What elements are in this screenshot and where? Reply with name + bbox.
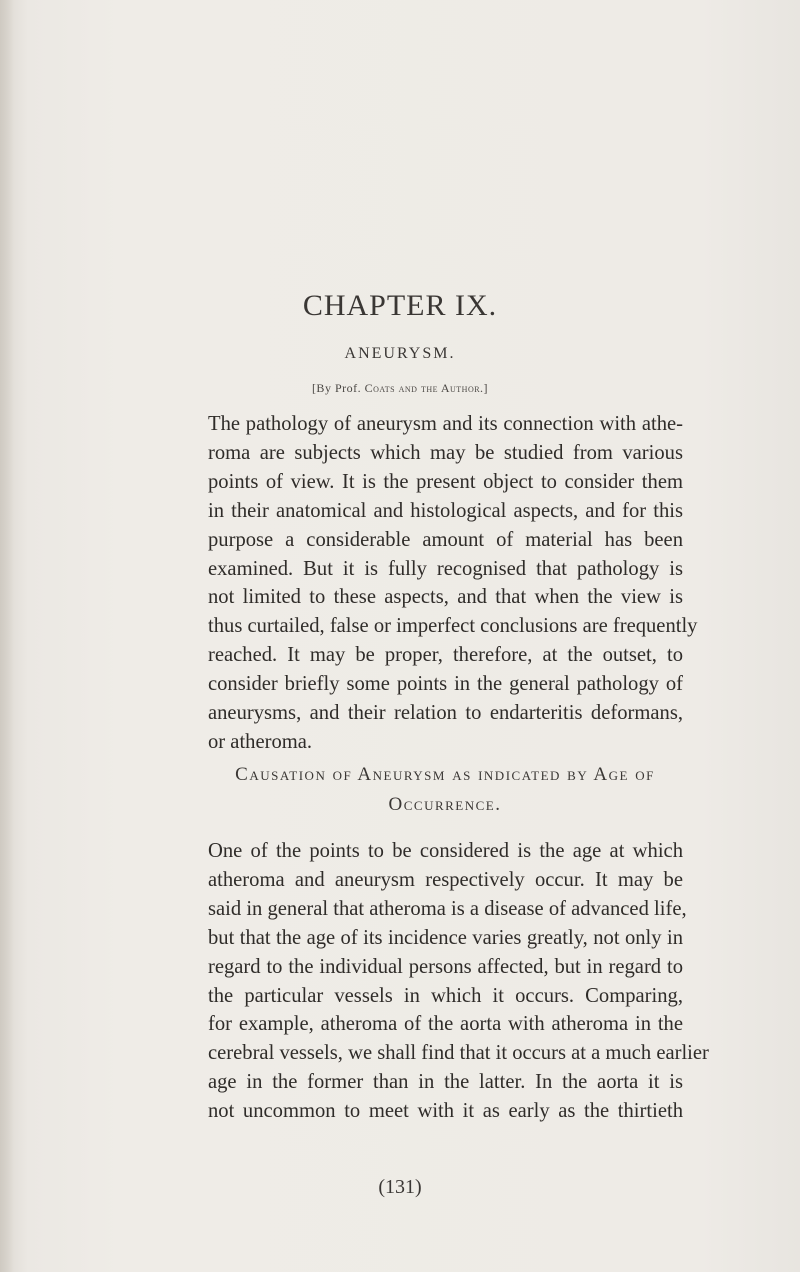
text-line: reached. It may be proper, therefore, at the outset, to <box>208 644 683 667</box>
text-line: regard to the individual persons affected, but in regard to <box>208 955 683 978</box>
text-line: points of view. It is the present object to consider them <box>208 470 683 493</box>
text-line: not limited to these aspects, and that when the view is <box>208 586 683 609</box>
page-binding-shadow <box>0 0 14 1272</box>
section-heading <box>200 760 690 820</box>
text-line: said in general that atheroma is a disease of advanced life, <box>208 897 687 920</box>
text-line: age in the former than in the latter. In the aorta it is <box>208 1071 683 1094</box>
text-line: in their anatomical and histological aspects, and for this <box>208 499 683 522</box>
text-line: The pathology of aneurysm and its connection with athe- <box>208 413 683 435</box>
text-line: or atheroma. <box>208 730 313 753</box>
text-line: not uncommon to meet with it as early as the thirtieth <box>208 1100 683 1123</box>
text-line: for example, atheroma of the aorta with atheroma in the <box>208 1013 683 1036</box>
paragraph-causation <box>208 837 709 1126</box>
text-line: roma are subjects which may be studied from various <box>208 441 683 464</box>
text-line: the particular vessels in which it occurs. Comparing, <box>208 984 683 1007</box>
text-line: but that the age of its incidence varies greatly, not only in <box>208 926 683 949</box>
chapter-subject: ANEURYSM. <box>344 345 456 362</box>
text-line: thus curtailed, false or imperfect conclusions are frequently <box>208 615 698 638</box>
chapter-byline: [By Prof. Coats and the Author.] <box>311 381 489 395</box>
text-line: cerebral vessels, we shall find that it occurs at a much earlier <box>208 1042 709 1065</box>
text-line: consider briefly some points in the general pathology of <box>208 673 683 696</box>
page-number: (131) <box>378 1176 422 1198</box>
text-line: One of the points to be considered is the age at which <box>208 840 683 862</box>
chapter-title: CHAPTER IX. <box>302 289 498 322</box>
text-line: purpose a considerable amount of material has been <box>208 528 683 551</box>
section-heading-line: Occurrence. <box>388 794 502 815</box>
paragraph-intro <box>208 410 698 757</box>
text-line: examined. But it is fully recognised that pathology is <box>208 557 683 580</box>
text-line: aneurysms, and their relation to endarteritis deformans, <box>208 702 683 725</box>
section-heading-line: Causation of Aneurysm as indicated by Age of <box>235 764 655 785</box>
text-line: atheroma and aneurysm respectively occur. It may be <box>208 868 683 891</box>
